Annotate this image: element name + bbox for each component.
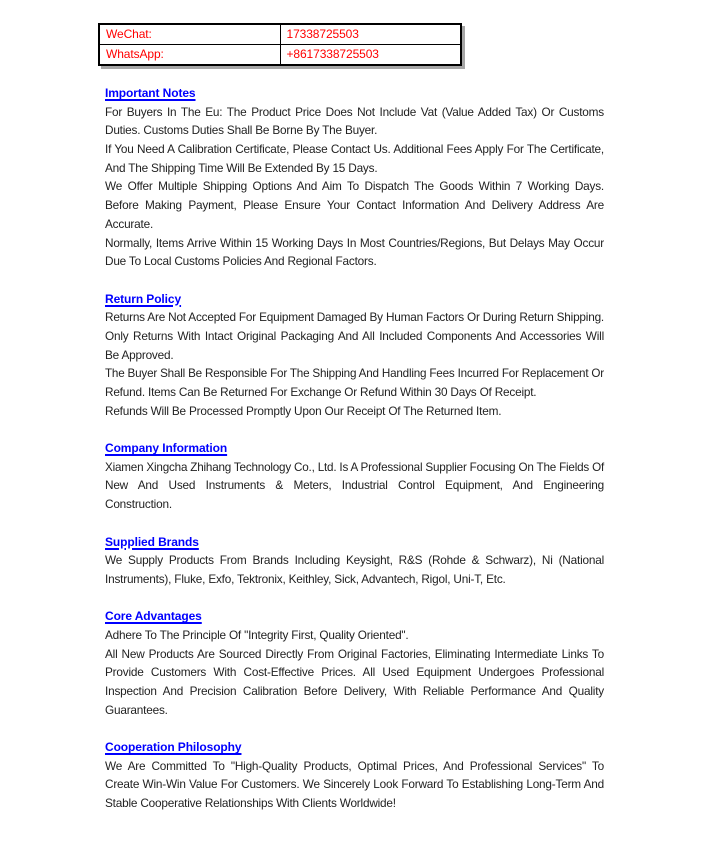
body-line-text: If You Need A Calibration Certificate, Please Contact Us. Additional Fees Apply For The Certificate, xyxy=(105,142,604,157)
section-cooperation-philosophy xyxy=(105,738,604,813)
contact-label-cell xyxy=(99,24,280,45)
body-line xyxy=(105,252,604,271)
table-row xyxy=(99,24,461,45)
body-line-text: Stable Cooperative Relationships With Clients Worldwide! xyxy=(105,796,396,811)
body-line-text: Provide Customers With Cost-Effective Prices. All Used Equipment Undergoes Professional xyxy=(105,665,604,680)
body-line-text: Only Returns With Intact Original Packaging And All Included Components And Accessories Will xyxy=(105,328,604,343)
body-line xyxy=(105,140,604,159)
body-line xyxy=(105,775,604,794)
body-line-text: Accurate. xyxy=(105,216,154,231)
body-line-text: Instruments), Fluke, Exfo, Tektronix, Keithley, Sick, Advantech, Rigol, Uni-T, Etc. xyxy=(105,571,506,586)
body-line-text: And The Shipping Time Will Be Extended By 15 Days. xyxy=(105,160,378,175)
body-line-text: Create Win-Win Value For Customers. We Sincerely Look Forward To Establishing Long-Term And xyxy=(105,777,604,792)
section-important-notes xyxy=(105,84,604,271)
body-line xyxy=(105,663,604,682)
body-line xyxy=(105,383,604,402)
body-line xyxy=(105,626,604,645)
body-line xyxy=(105,682,604,701)
body-line-text: For Buyers In The Eu: The Product Price Does Not Include Vat (Value Added Tax) Or Customs xyxy=(105,104,604,119)
section-heading xyxy=(105,290,604,309)
body-line-text: We Are Committed To "High-Quality Products, Optimal Prices, And Professional Services" To xyxy=(105,758,604,773)
body-line-text: Construction. xyxy=(105,497,172,512)
body-line-text: Xiamen Xingcha Zhihang Technology Co., Ltd. Is A Professional Supplier Focusing On The Fields Of xyxy=(105,459,604,474)
section-heading xyxy=(105,738,604,757)
body-line xyxy=(105,551,604,570)
body-line xyxy=(105,757,604,776)
table-row xyxy=(99,45,461,66)
body-line xyxy=(105,327,604,346)
contact-label: WeChat: xyxy=(106,27,152,41)
body-line xyxy=(105,794,604,813)
body-line xyxy=(105,458,604,477)
body-line xyxy=(105,121,604,140)
body-line-text: Guarantees. xyxy=(105,702,168,717)
body-line xyxy=(105,215,604,234)
contact-value-cell xyxy=(280,45,461,66)
section-heading-text: Important Notes xyxy=(105,86,196,100)
body-line-text: We Supply Products From Brands Including Keysight, R&S (Rohde & Schwarz), Ni (National xyxy=(105,553,604,568)
contact-table xyxy=(98,23,462,66)
body-line xyxy=(105,196,604,215)
section-company-information xyxy=(105,439,604,514)
section-heading-text: Cooperation Philosophy xyxy=(105,740,242,755)
body-line-text: Due To Local Customs Policies And Regional Factors. xyxy=(105,254,377,269)
body-line xyxy=(105,701,604,720)
section-heading xyxy=(105,439,604,458)
contact-value: 17338725503 xyxy=(286,27,359,41)
body-line-text: Duties. Customs Duties Shall Be Borne By The Buyer. xyxy=(105,123,378,138)
contact-value: +8617338725503 xyxy=(286,47,379,61)
section-heading xyxy=(105,607,604,626)
body-line-text: Normally, Items Arrive Within 15 Working Days In Most Countries/Regions, But Delays May Occur xyxy=(105,235,604,250)
body-line xyxy=(105,177,604,196)
body-line-text: New And Used Instruments & Meters, Industrial Control Equipment, And Engineering xyxy=(105,478,604,493)
section-heading-text: Return Policy xyxy=(105,291,182,306)
contact-label-cell xyxy=(99,45,280,66)
body-line-text: Inspection And Precision Calibration Before Delivery, With Reliable Performance And Quality xyxy=(105,684,604,698)
section-heading-text: Company Information xyxy=(105,441,228,456)
section-heading xyxy=(105,84,604,103)
body-line-text: Be Approved. xyxy=(105,347,174,362)
section-heading-text: Supplied Brands xyxy=(105,534,199,549)
body-line xyxy=(105,103,604,122)
section-heading-text: Core Advantages xyxy=(105,609,202,624)
body-line-text: We Offer Multiple Shipping Options And Aim To Dispatch The Goods Within 7 Working Days. xyxy=(105,179,604,194)
body-line xyxy=(105,308,604,327)
body-line xyxy=(105,346,604,365)
contact-value-cell xyxy=(280,24,461,45)
body-line xyxy=(105,234,604,253)
body-line-text: All New Products Are Sourced Directly From Original Factories, Eliminating Intermediate Links To xyxy=(105,646,604,661)
section-return-policy xyxy=(105,290,604,421)
body-line xyxy=(105,364,604,383)
section-heading xyxy=(105,533,604,552)
section-supplied-brands xyxy=(105,533,604,589)
body-line xyxy=(105,645,604,664)
body-line xyxy=(105,476,604,495)
body-line xyxy=(105,159,604,178)
body-line-text: Refunds Will Be Processed Promptly Upon Our Receipt Of The Returned Item. xyxy=(105,403,502,418)
body-line-text: Adhere To The Principle Of "Integrity First, Quality Oriented". xyxy=(105,627,409,642)
section-core-advantages xyxy=(105,607,604,719)
document-body xyxy=(105,84,604,832)
body-line xyxy=(105,570,604,589)
body-line-text: Refund. Items Can Be Returned For Exchange Or Refund Within 30 Days Of Receipt. xyxy=(105,385,537,399)
body-line xyxy=(105,402,604,421)
contact-label: WhatsApp: xyxy=(106,47,164,61)
body-line-text: The Buyer Shall Be Responsible For The Shipping And Handling Fees Incurred For Replacement Or xyxy=(105,366,604,381)
body-line-text: Before Making Payment, Please Ensure Your Contact Information And Delivery Address Are xyxy=(105,198,604,213)
body-line-text: Returns Are Not Accepted For Equipment Damaged By Human Factors Or During Return Shipping. xyxy=(105,310,604,325)
body-line xyxy=(105,495,604,514)
